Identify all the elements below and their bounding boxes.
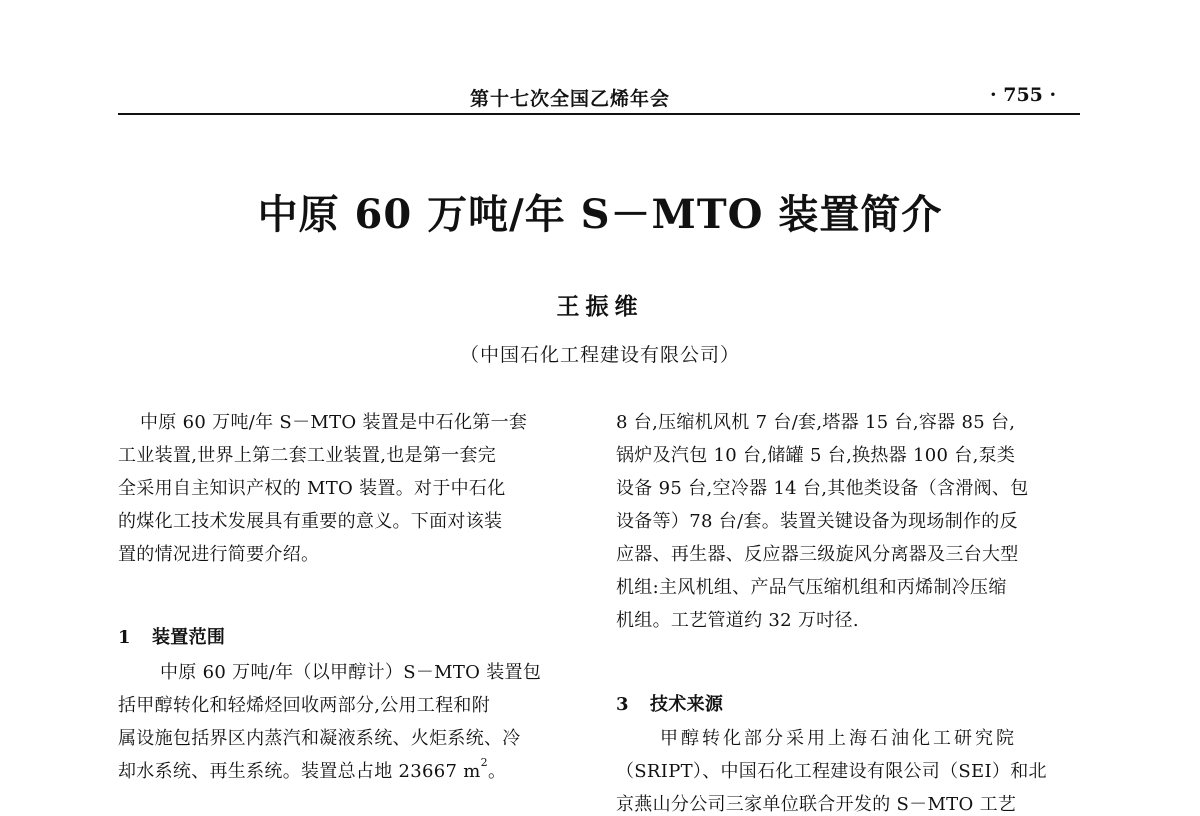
section-number: 3 [616,694,629,715]
section1-text: 却水系统、再生系统。装置总占地 23667 m [118,761,481,782]
section1-line-last [118,757,506,783]
equipment-line: 设备等）78 台/套。装置关键设备为现场制作的反 [616,511,1018,532]
equipment-line: 机组:主风机组、产品气压缩机组和丙烯制冷压缩 [616,577,1007,598]
author-affiliation: （中国石化工程建设有限公司） [459,344,740,366]
section-heading-1 [118,623,225,649]
equipment-line: 锅炉及汽包 10 台,储罐 5 台,换热器 100 台,泵类 [616,445,1016,466]
intro-line: 工业装置,世界上第二套工业装置,也是第一套完 [118,445,497,466]
equipment-line: 8 台,压缩机风机 7 台/套,塔器 15 台,容器 85 台, [616,412,1016,433]
section1-line: 属设施包括界区内蒸汽和凝液系统、火炬系统、冷 [118,728,521,749]
section1-line: 中原 60 万吨/年（以甲醇计）S－MTO 装置包 [160,662,542,683]
section-title: 技术来源 [650,694,724,715]
page-number: · 755 · [990,84,1057,106]
intro-line: 中原 60 万吨/年 S－MTO 装置是中石化第一套 [140,412,528,433]
equipment-line: 机组。工艺管道约 32 万吋径. [616,610,859,631]
section-number: 1 [118,627,131,648]
section-title: 装置范围 [152,627,226,648]
article-title: 中原 60 万吨/年 S－MTO 装置简介 [257,191,943,238]
intro-line: 的煤化工技术发展具有重要的意义。下面对该装 [118,511,503,532]
section1-line: 括甲醇转化和轻烯烃回收两部分,公用工程和附 [118,695,491,716]
sentence-end: 。 [487,761,507,782]
intro-line: 置的情况进行简要介绍。 [118,544,320,565]
header-rule [118,113,1080,115]
area-exponent: 2 [480,756,488,769]
equipment-line: 应器、再生器、反应器三级旋风分离器及三台大型 [616,544,1019,565]
section-heading-3 [616,690,723,716]
author-name: 王振维 [556,293,644,320]
running-title: 第十七次全国乙烯年会 [470,88,671,110]
section3-line: （SRIPT）、中国石化工程建设有限公司（SEI）和北 [616,761,1047,782]
section3-line: 甲醇转化部分采用上海石油化工研究院 [660,728,1017,749]
section3-line: 京燕山分公司三家单位联合开发的 S－MTO 工艺 [616,794,1017,815]
intro-line: 全采用自主知识产权的 MTO 装置。对于中石化 [118,478,506,499]
equipment-line: 设备 95 台,空冷器 14 台,其他类设备（含滑阀、包 [616,478,1029,499]
